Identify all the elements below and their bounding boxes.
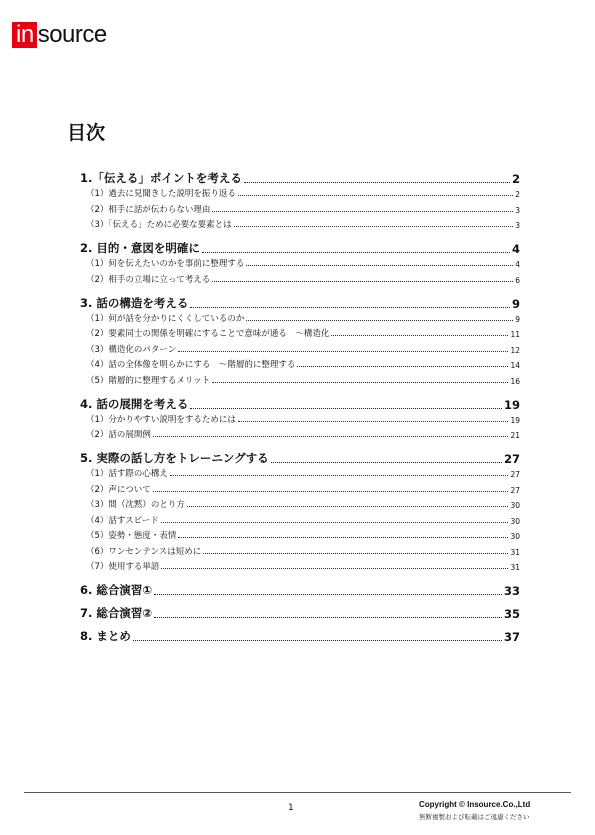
- copyright-text: Copyright © Insource.Co.,Ltd: [419, 800, 531, 809]
- toc-entry-label: 8. まとめ: [80, 629, 131, 643]
- toc-entry-label: （6）ワンセンテンスは短めに: [86, 546, 202, 557]
- toc-entry-label: （1）何を伝えたいのかを事前に整理する: [86, 259, 245, 269]
- toc-section-entry: [80, 413, 520, 425]
- dot-leader: [153, 491, 509, 492]
- dot-leader: [212, 211, 513, 212]
- toc-entry-page: 33: [503, 584, 520, 598]
- footer-divider: [24, 792, 571, 793]
- toc-entry-page: 37: [503, 630, 520, 644]
- toc-entry-label: （1）分かりやすい説明をするためには: [86, 414, 236, 425]
- toc-entry-page: 2: [511, 172, 520, 186]
- toc-entry-page: 6: [515, 275, 520, 285]
- toc-entry-page: 31: [510, 547, 520, 557]
- toc-entry-page: 27: [510, 485, 520, 495]
- dot-leader: [203, 553, 508, 554]
- toc-section-entry: [80, 374, 520, 386]
- toc-entry-page: 4: [515, 260, 520, 269]
- reproduction-notice: 無断複製および転載はご遠慮ください: [419, 813, 530, 821]
- page-number: 1: [288, 803, 294, 813]
- toc-entry-label: （4）話すスピード: [86, 515, 159, 526]
- toc-entry-page: 3: [515, 205, 520, 215]
- toc-entry-page: 35: [503, 607, 520, 621]
- page-title: 目次: [67, 122, 106, 144]
- toc-entry-page: 9: [511, 296, 520, 311]
- dot-leader: [202, 252, 510, 253]
- toc-section-entry: [80, 545, 520, 557]
- toc-entry-page: 16: [510, 376, 520, 386]
- toc-entry-page: 27: [510, 470, 520, 479]
- toc-chapter-entry: [80, 628, 520, 644]
- dot-leader: [190, 307, 510, 308]
- toc-section-entry: [80, 358, 520, 370]
- dot-leader: [133, 640, 502, 641]
- toc-section-entry: [80, 187, 520, 199]
- dot-leader: [246, 265, 513, 266]
- toc-entry-label: 5. 実際の話し方をトレーニングする: [80, 451, 269, 465]
- toc-entry-page: 14: [510, 361, 520, 370]
- toc-entry-label: （2）要素同士の関係を明確にすることで意味が通る ～構造化: [86, 329, 330, 339]
- toc-chapter-entry: [80, 605, 520, 621]
- toc-chapter-entry: [80, 240, 520, 256]
- toc-entry-label: （1）何が話を分かりにくくしているのか: [86, 313, 245, 324]
- dot-leader: [154, 617, 502, 618]
- toc-entry-page: 12: [510, 345, 520, 355]
- toc-chapter-entry: [80, 396, 520, 412]
- toc-section-entry: [80, 514, 520, 526]
- toc-section-entry: [80, 467, 520, 479]
- dot-leader: [271, 462, 502, 463]
- toc-entry-label: （7）使用する単語: [86, 562, 160, 572]
- toc-section-entry: [80, 312, 520, 324]
- toc-entry-label: 1.「伝える」ポイントを考える: [80, 171, 242, 185]
- toc-chapter-entry: [80, 582, 520, 598]
- toc-entry-label: 7. 総合演習②: [80, 606, 153, 620]
- toc-section-entry: [80, 273, 520, 285]
- dot-leader: [170, 475, 509, 476]
- toc-chapter-entry: [80, 170, 520, 186]
- toc-entry-label: （3）構造化のパターン: [86, 344, 177, 355]
- toc-entry-page: 19: [510, 415, 520, 425]
- dot-leader: [161, 568, 508, 569]
- dot-leader: [178, 537, 508, 538]
- toc-entry-label: （5）階層的に整理するメリット: [86, 375, 211, 386]
- toc-chapter-entry: [80, 450, 520, 466]
- toc-section-entry: [80, 203, 520, 215]
- dot-leader: [246, 320, 513, 321]
- toc-entry-page: 30: [510, 516, 520, 526]
- dot-leader: [331, 335, 508, 336]
- dot-leader: [187, 506, 509, 507]
- toc-section-entry: [80, 257, 520, 269]
- dot-leader: [234, 226, 514, 227]
- logo-accent: in: [12, 22, 37, 48]
- dot-leader: [190, 408, 502, 409]
- toc-entry-label: （4）話の全体像を明らかにする ～階層的に整理する: [86, 360, 296, 370]
- toc-entry-label: 3. 話の構造を考える: [80, 295, 189, 310]
- dot-leader: [178, 351, 508, 352]
- toc-section-entry: [80, 428, 520, 440]
- dot-leader: [212, 382, 508, 383]
- toc-entry-label: （1）話す際の心構え: [86, 469, 168, 479]
- toc-entry-label: （3）間（沈黙）のとり方: [86, 500, 185, 510]
- toc-entry-page: 11: [510, 330, 520, 339]
- toc-section-entry: [80, 218, 520, 230]
- toc-entry-page: 31: [510, 563, 520, 572]
- dot-leader: [212, 281, 513, 282]
- dot-leader: [154, 594, 502, 595]
- dot-leader: [161, 522, 509, 523]
- toc-entry-page: 30: [510, 501, 520, 510]
- toc-entry-label: （2）声について: [86, 484, 151, 495]
- logo-text: source: [37, 21, 107, 48]
- toc-section-entry: [80, 529, 520, 541]
- toc-entry-page: 3: [515, 221, 520, 230]
- toc-entry-page: 2: [515, 190, 520, 199]
- dot-leader: [238, 421, 509, 422]
- company-logo: [12, 22, 107, 48]
- dot-leader: [153, 436, 509, 437]
- toc-section-entry: [80, 560, 520, 572]
- toc-entry-page: 21: [510, 431, 520, 440]
- toc-entry-page: 19: [503, 397, 520, 412]
- toc-entry-label: 4. 話の展開を考える: [80, 396, 189, 411]
- toc-entry-label: （3）「伝える」ために必要な要素とは: [86, 220, 232, 230]
- dot-leader: [238, 195, 513, 196]
- toc-entry-label: （5）姿勢・態度・表情: [86, 531, 177, 541]
- toc-entry-page: 30: [510, 532, 520, 541]
- toc-section-entry: [80, 327, 520, 339]
- toc-section-entry: [80, 483, 520, 495]
- toc-entry-label: 2. 目的・意図を明確に: [80, 241, 200, 255]
- dot-leader: [244, 182, 510, 183]
- toc-entry-label: （2）話の展開例: [86, 430, 151, 440]
- toc-entry-page: 4: [511, 242, 520, 256]
- toc-section-entry: [80, 343, 520, 355]
- toc-entry-page: 27: [503, 452, 520, 466]
- toc-entry-label: （2）相手に話が伝わらない理由: [86, 204, 211, 215]
- toc-entry-label: （1）過去に見聞きした説明を振り返る: [86, 189, 236, 199]
- toc-chapter-entry: [80, 295, 520, 311]
- toc-section-entry: [80, 498, 520, 510]
- toc-entry-label: 6. 総合演習①: [80, 583, 153, 597]
- toc-entry-label: （2）相手の立場に立って考える: [86, 274, 211, 285]
- toc-entry-page: 9: [515, 314, 520, 324]
- dot-leader: [297, 366, 508, 367]
